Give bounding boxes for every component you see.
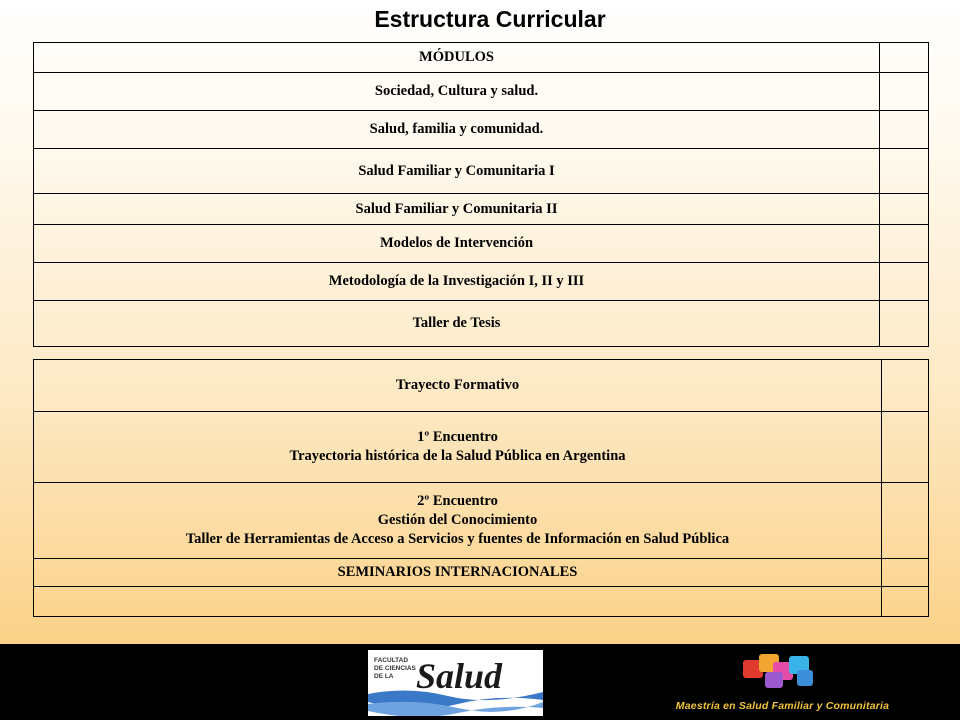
table-row xyxy=(34,483,929,559)
side-cell xyxy=(882,412,929,483)
modulo-cell: Modelos de Intervención xyxy=(34,225,880,263)
modulo-cell: Salud, familia y comunidad. xyxy=(34,111,880,149)
puzzle-icon xyxy=(737,650,827,694)
encuentro-2-topic: Gestión del Conocimiento xyxy=(377,512,538,528)
side-cell xyxy=(882,483,929,559)
encuentro-1-cell xyxy=(34,412,882,483)
modulos-table xyxy=(33,42,929,347)
side-cell xyxy=(880,73,929,111)
table-row xyxy=(34,111,929,149)
footer-bar xyxy=(0,644,960,720)
trayecto-table xyxy=(33,359,929,617)
side-cell xyxy=(882,360,929,412)
side-cell xyxy=(880,263,929,301)
side-cell xyxy=(880,43,929,73)
table-row xyxy=(34,559,929,587)
encuentro-2-workshop: Taller de Herramientas de Acceso a Servicios y fuentes de Información en Salud Pública xyxy=(185,531,730,547)
table-row xyxy=(34,360,929,412)
logo-word: Salud xyxy=(416,656,503,696)
logo-line-1: FACULTAD xyxy=(374,657,409,664)
encuentro-1-topic: Trayectoria histórica de la Salud Pública en Argentina xyxy=(289,448,626,464)
table-row xyxy=(34,73,929,111)
table-row xyxy=(34,225,929,263)
side-cell xyxy=(882,559,929,587)
side-cell xyxy=(880,225,929,263)
encuentro-1-title: 1º Encuentro xyxy=(417,429,498,445)
table-row xyxy=(34,301,929,347)
encuentro-2-title: 2º Encuentro xyxy=(417,493,498,509)
table-row xyxy=(34,43,929,73)
maestria-logo xyxy=(665,648,900,716)
modulo-cell: Metodología de la Investigación I, II y III xyxy=(34,263,880,301)
table-row xyxy=(34,194,929,225)
empty-cell xyxy=(34,587,882,617)
logo-line-2: DE CIENCIAS xyxy=(374,665,416,672)
table-row xyxy=(34,412,929,483)
maestria-label: Maestría en Salud Familiar y Comunitaria xyxy=(675,700,890,712)
side-cell xyxy=(880,301,929,347)
page-title: Estructura Curricular xyxy=(374,6,606,32)
table-row xyxy=(34,587,929,617)
side-cell xyxy=(880,149,929,194)
seminarios-cell: SEMINARIOS INTERNACIONALES xyxy=(34,559,882,587)
table-row xyxy=(34,263,929,301)
modulo-cell: Taller de Tesis xyxy=(34,301,880,347)
side-cell xyxy=(880,194,929,225)
encuentro-2-cell xyxy=(34,483,882,559)
modulos-header: MÓDULOS xyxy=(34,43,880,73)
table-row xyxy=(34,149,929,194)
logo-line-3: DE LA xyxy=(374,673,394,680)
side-cell xyxy=(880,111,929,149)
facultad-salud-logo xyxy=(368,650,543,716)
side-cell xyxy=(882,587,929,617)
modulo-cell: Salud Familiar y Comunitaria I xyxy=(34,149,880,194)
modulo-cell: Sociedad, Cultura y salud. xyxy=(34,73,880,111)
trayecto-header: Trayecto Formativo xyxy=(34,360,882,412)
modulo-cell: Salud Familiar y Comunitaria II xyxy=(34,194,880,225)
